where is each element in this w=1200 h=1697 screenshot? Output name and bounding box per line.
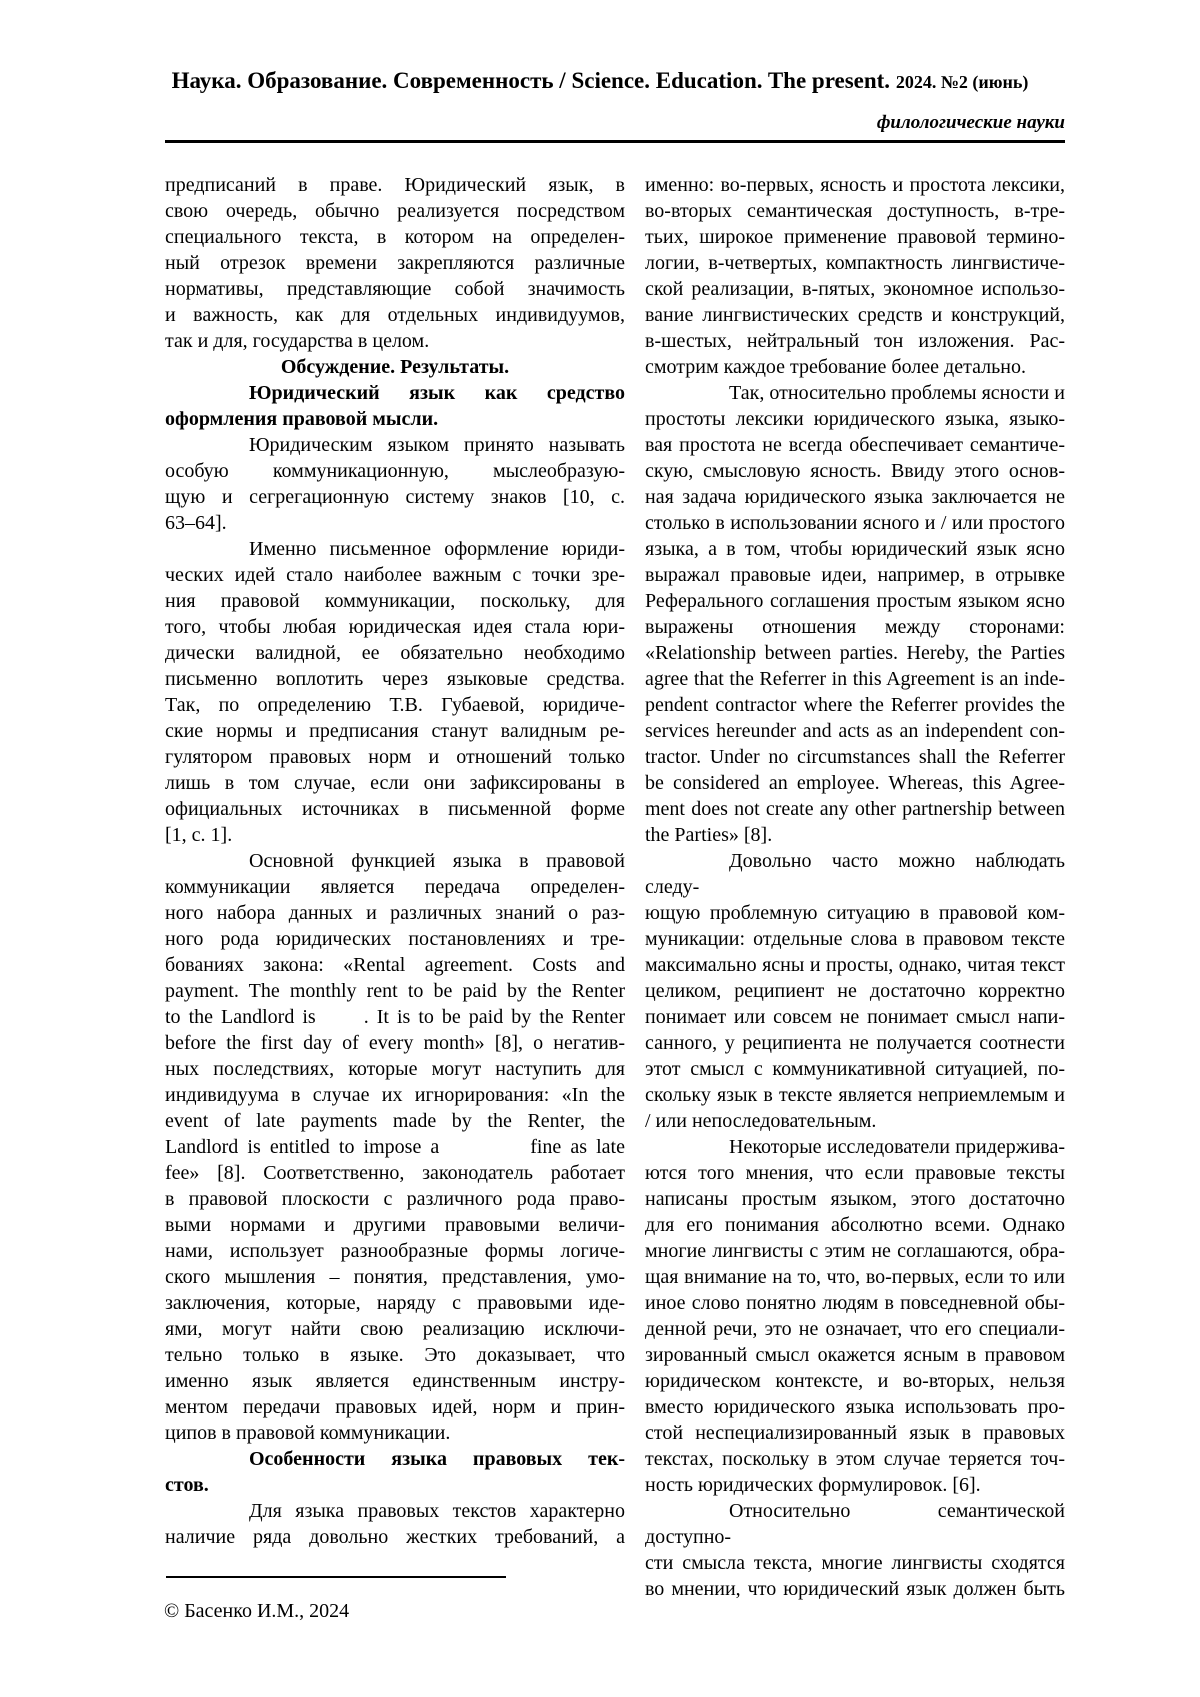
text-line: именно: во-первых, ясность и простота лексики, — [645, 174, 1065, 196]
text-line: специального текста, в котором на определен- — [165, 226, 625, 248]
text-line: многие лингвисты с этим не соглашаются, обра- — [645, 1240, 1065, 1262]
text-line: вместо юридического языка использовать про- — [645, 1396, 1065, 1418]
text-line: индивидуума в случае их игнорирования: «In the — [165, 1084, 625, 1106]
text-line: Довольно часто можно наблюдать следу- — [645, 850, 1065, 898]
text-line: свою очередь, обычно реализуется посредством — [165, 200, 625, 222]
paragraph — [165, 432, 625, 536]
text-line: ный отрезок времени закрепляются различные — [165, 252, 625, 274]
text-line: event of late payments made by the Renter, the — [165, 1110, 625, 1132]
text-line: / или непоследовательным. — [645, 1110, 877, 1132]
text-line: services hereunder and acts as an independent con- — [645, 720, 1065, 742]
text-line: ского мышления – понятия, представления, умо- — [165, 1266, 625, 1288]
text-line: Юридический язык как средство — [249, 382, 625, 404]
text-line: во-вторых семантическая доступность, в-тре- — [645, 200, 1065, 222]
issue-info: 2024. №2 (июнь) — [895, 72, 1029, 92]
text-line: оформления правовой мысли. — [165, 408, 439, 430]
copyright-notice: © Басенко И.М., 2024 — [164, 1600, 350, 1622]
text-line: скую, смысловую ясность. Ввиду этого основ- — [645, 460, 1065, 482]
text-line: так и для, государства в целом. — [165, 330, 430, 352]
text-line: коммуникации является передача определен- — [165, 876, 625, 898]
text-line: Реферального соглашения простым языком ясно — [645, 590, 1065, 612]
text-line: fee» [8]. Соответственно, законодатель работает — [165, 1162, 625, 1184]
text-column-right — [645, 172, 1065, 1602]
text-line: тьих, широкое применение правовой термино- — [645, 226, 1065, 248]
text-line: официальных источниках в письменной форме — [165, 798, 625, 820]
text-line: the Parties» [8]. — [645, 824, 773, 846]
text-line: Основной функцией языка в правовой — [249, 850, 625, 872]
text-line: payment. The monthly rent to be paid by the Renter — [165, 980, 625, 1002]
text-line: иное слово понятно людям в повседневной обы- — [645, 1292, 1065, 1314]
text-line: Относительно семантической доступно- — [645, 1500, 1065, 1548]
text-line: ния правовой коммуникации, поскольку, для — [165, 590, 625, 612]
paragraph — [165, 172, 625, 354]
text-line: ного рода юридических постановлениях и тре- — [165, 928, 625, 950]
text-line: be considered an employee. Whereas, this Agree- — [645, 772, 1065, 794]
section-heading — [165, 1446, 625, 1498]
text-line: заключения, которые, наряду с правовыми иде- — [165, 1292, 625, 1314]
text-line: понимает или совсем не понимает смысл напи- — [645, 1006, 1065, 1028]
text-line: ческих идей стало наиболее важным с точки зре- — [165, 564, 625, 586]
text-line: денной речи, это не означает, что его специали- — [645, 1318, 1065, 1340]
section-label: филологические науки — [876, 112, 1065, 133]
journal-title: Наука. Образование. Современность / Science. Education. The present. — [171, 68, 891, 93]
text-line: Landlord is entitled to impose a fine as late — [165, 1136, 625, 1158]
footnote-divider — [166, 1576, 506, 1578]
text-line: именно язык является единственным инстру- — [165, 1370, 625, 1392]
paragraph — [165, 536, 625, 848]
text-line: текстах, поскольку в этом случае теряется точ- — [645, 1448, 1065, 1470]
text-line: ment does not create any other partnership between — [645, 798, 1065, 820]
text-line: сти смысла текста, многие лингвисты сходятся — [645, 1552, 1065, 1574]
text-line: [1, с. 1]. — [165, 824, 233, 846]
paragraph — [645, 848, 1065, 1134]
text-line: стой неспециализированный язык в правовых — [645, 1422, 1065, 1444]
text-line: нормативы, представляющие собой значимость — [165, 278, 625, 300]
text-line: смотрим каждое требование более детально. — [645, 356, 1026, 378]
text-line: ские нормы и предписания станут валидным ре- — [165, 720, 625, 742]
text-line: выражал правовые идеи, например, в отрывке — [645, 564, 1065, 586]
text-line: ются того мнения, что если правовые тексты — [645, 1162, 1065, 1184]
text-line: ных последствиях, которые могут наступить для — [165, 1058, 625, 1080]
text-line: и важность, как для отдельных индивидуумов, — [165, 304, 625, 326]
text-line: нами, использует разнообразные формы логиче- — [165, 1240, 625, 1262]
paragraph — [165, 848, 625, 1446]
header-divider — [165, 140, 1065, 143]
text-line: tractor. Under no circumstances shall the Referrer — [645, 746, 1065, 768]
text-line: Юридическим языком принято называть — [249, 434, 625, 456]
text-line: тельно только в языке. Это доказывает, что — [165, 1344, 625, 1366]
text-line: Так, по определению Т.В. Губаевой, юридиче- — [165, 694, 625, 716]
text-line: бованиях закона: «Rental agreement. Costs and — [165, 954, 625, 976]
text-line: столько в использовании ясного и / или простого — [645, 512, 1065, 534]
text-line: во мнении, что юридический язык должен быть — [645, 1578, 1065, 1600]
text-line: гулятором правовых норм и отношений только — [165, 746, 625, 768]
text-line: вание лингвистических средств и конструкций, — [645, 304, 1065, 326]
text-line: в-шестых, нейтральный тон изложения. Рас- — [645, 330, 1065, 352]
text-line: ность юридических формулировок. [6]. — [645, 1474, 981, 1496]
text-line: 63–64]. — [165, 512, 227, 534]
text-line: простоты лексики юридического языка, языко- — [645, 408, 1065, 430]
paragraph — [645, 172, 1065, 380]
text-line: того, чтобы любая юридическая идея стала юри- — [165, 616, 625, 638]
text-line: ного набора данных и различных знаний о раз- — [165, 902, 625, 924]
text-line: целиком, реципиент не достаточно корректно — [645, 980, 1065, 1002]
text-line: pendent contractor where the Referrer provides the — [645, 694, 1065, 716]
text-line: ющую проблемную ситуацию в правовой ком- — [645, 902, 1065, 924]
text-line: в правовой плоскости с различного рода право- — [165, 1188, 625, 1210]
text-line: ской реализации, в-пятых, экономное использо- — [645, 278, 1065, 300]
paragraph — [165, 1498, 625, 1550]
text-line: муникации: отдельные слова в правовом тексте — [645, 928, 1065, 950]
text-line: написаны простым языком, этого достаточно — [645, 1188, 1065, 1210]
text-line: юридическом контексте, и во-вторых, нельзя — [645, 1370, 1065, 1392]
text-line: before the first day of every month» [8], о негатив- — [165, 1032, 625, 1054]
text-column-left — [165, 172, 625, 1550]
text-line: ная задача юридического языка заключается не — [645, 486, 1065, 508]
text-line: ментом передачи правовых идей, норм и прин- — [165, 1396, 625, 1418]
text-line: Некоторые исследователи придержива- — [729, 1136, 1065, 1158]
text-line: логии, в-четвертых, компактность лингвистиче- — [645, 252, 1065, 274]
text-line: предписаний в праве. Юридический язык, в — [165, 174, 625, 196]
text-line: этот смысл с коммуникативной ситуацией, по- — [645, 1058, 1065, 1080]
text-line: выражены отношения между сторонами: — [645, 616, 1065, 638]
text-line: для его понимания абсолютно всеми. Однако — [645, 1214, 1065, 1236]
text-line: Особенности языка правовых тек- — [249, 1448, 625, 1470]
text-line: щая внимание на то, что, во-первых, если то или — [645, 1266, 1065, 1288]
text-line: скольку язык в тексте является неприемлемым и — [645, 1084, 1065, 1106]
section-heading — [165, 354, 625, 380]
text-line: языка, а в том, чтобы юридический язык ясно — [645, 538, 1065, 560]
text-line: письменно воплотить через языковые средства. — [165, 668, 625, 690]
text-line: Для языка правовых текстов характерно — [249, 1500, 625, 1522]
paragraph — [645, 1134, 1065, 1498]
text-line: «Relationship between parties. Hereby, the Parties — [645, 642, 1065, 664]
paragraph — [645, 380, 1065, 848]
text-line: Обсуждение. Результаты. — [280, 356, 510, 378]
text-line: максимально ясны и просты, однако, читая текст — [645, 954, 1065, 976]
text-line: Именно письменное оформление юриди- — [249, 538, 625, 560]
journal-header-line — [150, 68, 1050, 94]
text-line: ципов в правовой коммуникации. — [165, 1422, 451, 1444]
text-line: санного, у реципиента не получается соотнести — [645, 1032, 1065, 1054]
text-line: agree that the Referrer in this Agreement is an inde- — [645, 668, 1065, 690]
text-line: лишь в том случае, если они зафиксированы в — [165, 772, 625, 794]
text-line: дически валидной, ее обязательно необходимо — [165, 642, 625, 664]
text-line: to the Landlord is . It is to be paid by the Renter — [165, 1006, 625, 1028]
text-line: Так, относительно проблемы ясности и — [729, 382, 1065, 404]
text-line: особую коммуникационную, мыслеобразую- — [165, 460, 625, 482]
text-line: вая простота не всегда обеспечивает семантиче- — [645, 434, 1065, 456]
text-line: зированный смысл окажется ясным в правовом — [645, 1344, 1065, 1366]
text-line: наличие ряда довольно жестких требований, а — [165, 1526, 625, 1548]
section-heading — [165, 380, 625, 432]
text-line: ями, могут найти свою реализацию исключи- — [165, 1318, 625, 1340]
paragraph — [645, 1498, 1065, 1602]
text-line: выми нормами и другими правовыми величи- — [165, 1214, 625, 1236]
text-line: стов. — [165, 1474, 209, 1496]
text-line: щую и сегрегационную систему знаков [10, с. — [165, 486, 625, 508]
